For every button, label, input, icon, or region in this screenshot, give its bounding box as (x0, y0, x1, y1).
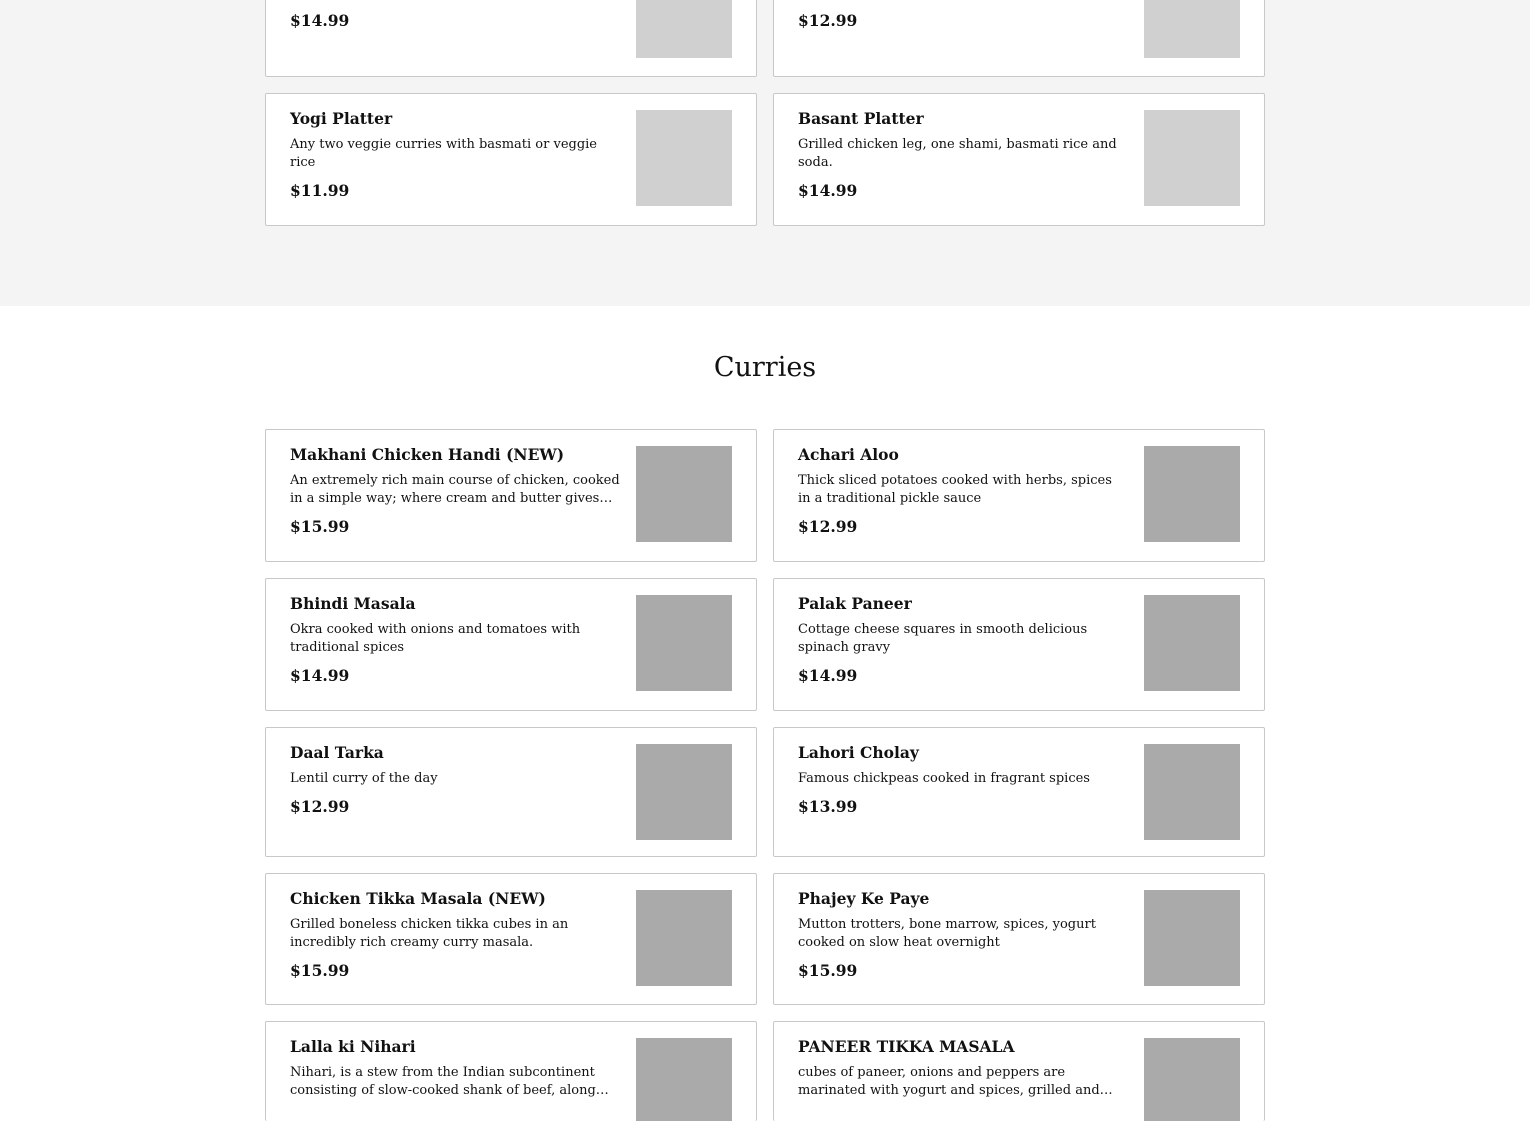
menu-item-text (798, 444, 1128, 538)
section-title: Curries (713, 352, 817, 383)
menu-item-description: Famous chickpeas cooked in fragrant spices (798, 771, 1090, 786)
menu-item-text (290, 1036, 620, 1108)
menu-item-image-placeholder (636, 1038, 732, 1121)
menu-item-card[interactable] (265, 727, 757, 857)
menu-item-price: $14.99 (290, 666, 350, 685)
menu-item-price: $12.99 (798, 11, 858, 30)
menu-item-card[interactable] (773, 1021, 1265, 1121)
menu-item-price: $14.99 (798, 666, 858, 685)
menu-item-image-placeholder (1144, 890, 1240, 986)
menu-item-price: $13.99 (798, 797, 858, 816)
menu-item-description: Grilled boneless chicken tikka cubes in an incredibly rich creamy curry masala. (290, 917, 569, 950)
menu-item-image-placeholder (1144, 446, 1240, 542)
menu-item-name: Palak Paneer (798, 594, 912, 613)
menu-item-text (290, 888, 620, 982)
menu-item-price: $15.99 (290, 961, 350, 980)
menu-item-text (290, 108, 620, 202)
menu-item-image-placeholder (1144, 0, 1240, 58)
menu-item-image-placeholder (1144, 1038, 1240, 1121)
menu-item-card[interactable] (265, 429, 757, 562)
menu-item-description: Mutton trotters, bone marrow, spices, yogurt cooked on slow heat overnight (798, 917, 1096, 950)
menu-item-card[interactable] (773, 0, 1265, 77)
menu-item-card[interactable] (773, 429, 1265, 562)
menu-item-text (290, 593, 620, 687)
menu-item-text (798, 742, 1128, 818)
menu-item-name: Chicken Tikka Masala (NEW) (290, 889, 546, 908)
curries-section (0, 306, 1530, 1110)
menu-item-name: Lahori Cholay (798, 743, 919, 762)
menu-item-price: $14.99 (798, 181, 858, 200)
menu-item-description: cubes of paneer, onions and peppers are marinated with yogurt and spices, grilled and (798, 1065, 1100, 1098)
menu-item-description: Cottage cheese squares in smooth delicious spinach gravy (798, 622, 1088, 655)
menu-item-name: Phajey Ke Paye (798, 889, 930, 908)
menu-item-price: $12.99 (798, 517, 858, 536)
menu-item-card[interactable] (265, 873, 757, 1005)
menu-item-price: $12.99 (290, 797, 350, 816)
menu-item-card[interactable] (265, 0, 757, 77)
menu-item-description: Grilled chicken leg, one shami, basmati rice and soda. (798, 137, 1117, 170)
menu-item-text (798, 593, 1128, 687)
menu-item-price: $15.99 (798, 961, 858, 980)
menu-item-name: Bhindi Masala (290, 594, 416, 613)
menu-item-name: Daal Tarka (290, 743, 384, 762)
menu-item-image-placeholder (636, 0, 732, 58)
menu-item-text (290, 444, 620, 538)
menu-item-card[interactable] (773, 873, 1265, 1005)
menu-item-text (798, 108, 1128, 202)
menu-item-text (798, 1036, 1128, 1108)
menu-item-description: An extremely rich main course of chicken, cooked in a simple way; where cream and butter gives (290, 473, 620, 506)
menu-item-price: $15.99 (290, 517, 350, 536)
menu-item-card[interactable] (265, 93, 757, 226)
menu-item-description: Okra cooked with onions and tomatoes with traditional spices (290, 622, 581, 655)
menu-item-description (798, 0, 1128, 2)
menu-item-image-placeholder (1144, 744, 1240, 840)
menu-item-description: Any two veggie curries with basmati or veggie rice (290, 137, 598, 170)
menu-item-name: PANEER TIKKA MASALA (798, 1037, 1015, 1056)
menu-item-card[interactable] (265, 578, 757, 711)
menu-item-image-placeholder (1144, 595, 1240, 691)
menu-item-card[interactable] (773, 93, 1265, 226)
menu-item-text (290, 742, 620, 818)
menu-item-name: Lalla ki Nihari (290, 1037, 416, 1056)
menu-item-price: $11.99 (290, 181, 350, 200)
menu-item-name: Achari Aloo (798, 445, 899, 464)
menu-item-image-placeholder (636, 595, 732, 691)
menu-item-description: Thick sliced potatoes cooked with herbs, spices in a traditional pickle sauce (798, 473, 1112, 506)
menu-item-description: Lentil curry of the day (290, 771, 438, 786)
platters-section (0, 0, 1530, 306)
menu-item-description: Nihari, is a stew from the Indian subcontinent consisting of slow-cooked shank of beef, along (290, 1065, 596, 1098)
menu-item-image-placeholder (636, 744, 732, 840)
menu-item-text (798, 0, 1128, 32)
menu-item-price: $14.99 (290, 11, 350, 30)
menu-item-image-placeholder (1144, 110, 1240, 206)
menu-item-card[interactable] (265, 1021, 757, 1121)
menu-item-image-placeholder (636, 110, 732, 206)
menu-item-text (290, 0, 620, 32)
menu-item-image-placeholder (636, 446, 732, 542)
menu-item-description (290, 0, 620, 2)
menu-item-text (798, 888, 1128, 982)
menu-item-name: Makhani Chicken Handi (NEW) (290, 445, 565, 464)
menu-item-image-placeholder (636, 890, 732, 986)
menu-item-name: Basant Platter (798, 109, 924, 128)
menu-item-card[interactable] (773, 578, 1265, 711)
menu-item-card[interactable] (773, 727, 1265, 857)
menu-item-name: Yogi Platter (290, 109, 393, 128)
